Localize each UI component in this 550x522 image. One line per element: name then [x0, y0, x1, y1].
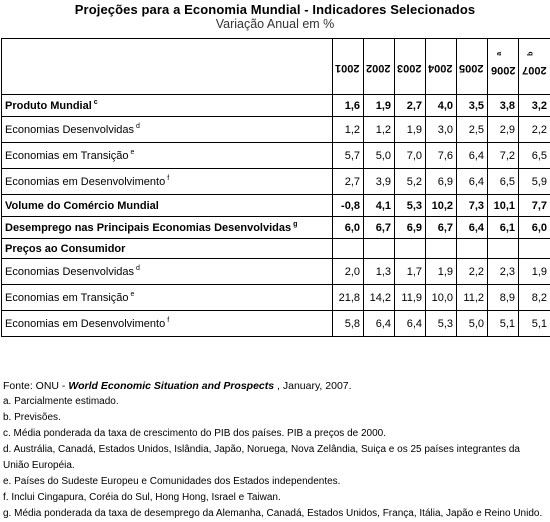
value-cell: 7,0 [395, 143, 426, 169]
value-cell: 5,7 [333, 143, 364, 169]
value-cell: 6,4 [457, 169, 488, 195]
value-cell: 2,0 [333, 259, 364, 285]
row-label: Economias em Desenvolvimento $^f$ [2, 169, 333, 195]
empty-cell [519, 239, 550, 259]
value-cell: 8,9 [488, 285, 519, 311]
value-cell: 6,9 [395, 217, 426, 239]
footnote: g. Média ponderada da taxa de desemprego da Alemanha, Canadá, Estados Unidos, França, Itália, Japão e Reino Unido. [3, 506, 548, 522]
value-cell: 3,5 [457, 95, 488, 117]
footnotes [3, 378, 548, 522]
value-cell: 5,1 [519, 311, 550, 337]
table-row [2, 169, 550, 195]
value-cell: 2,5 [457, 117, 488, 143]
table-row [2, 217, 550, 239]
value-cell: 14,2 [364, 285, 395, 311]
value-cell: 2,7 [395, 95, 426, 117]
section-header-row [2, 239, 550, 259]
value-cell: 11,2 [457, 285, 488, 311]
value-cell: 4,1 [364, 195, 395, 217]
value-cell: 7,7 [519, 195, 550, 217]
table-row [2, 143, 550, 169]
year-header: 2006$^a$ [488, 39, 519, 95]
value-cell: 5,1 [488, 311, 519, 337]
table-row [2, 195, 550, 217]
value-cell: 1,9 [519, 259, 550, 285]
table-row [2, 311, 550, 337]
footnote: b. Previsões. [3, 410, 548, 426]
section-label: Preços ao Consumidor [2, 239, 333, 259]
header-blank-cell [2, 39, 333, 95]
value-cell: 1,9 [364, 95, 395, 117]
value-cell: 4,0 [426, 95, 457, 117]
value-cell: 6,4 [395, 311, 426, 337]
value-cell: 5,2 [395, 169, 426, 195]
year-header: 2001 [333, 39, 364, 95]
value-cell: 7,3 [457, 195, 488, 217]
value-cell: 5,0 [364, 143, 395, 169]
empty-cell [364, 239, 395, 259]
year-header-row [2, 39, 550, 95]
value-cell: 10,1 [488, 195, 519, 217]
value-cell: 6,0 [333, 217, 364, 239]
value-cell: 8,2 [519, 285, 550, 311]
value-cell: 7,2 [488, 143, 519, 169]
year-header: 2005 [457, 39, 488, 95]
page-title: Projeções para a Economia Mundial - Indicadores Selecionados [0, 2, 550, 17]
value-cell: 6,7 [364, 217, 395, 239]
value-cell: 1,2 [364, 117, 395, 143]
publication-title: World Economic Situation and Prospects [68, 380, 274, 392]
table-row [2, 117, 550, 143]
value-cell: 3,9 [364, 169, 395, 195]
value-cell: 1,7 [395, 259, 426, 285]
value-cell: 6,5 [488, 169, 519, 195]
value-cell: -0,8 [333, 195, 364, 217]
footnote: e. Países do Sudeste Europeu e Comunidades dos Estados independentes. [3, 474, 548, 490]
value-cell: 6,9 [426, 169, 457, 195]
value-cell: 6,4 [457, 143, 488, 169]
source-line: Fonte: ONU - World Economic Situation and Prospects , January, 2007. [3, 378, 548, 394]
value-cell: 5,9 [519, 169, 550, 195]
page-subtitle: Variação Anual em % [0, 17, 550, 31]
value-cell: 6,5 [519, 143, 550, 169]
year-header: 2003 [395, 39, 426, 95]
value-cell: 3,8 [488, 95, 519, 117]
year-header: 2007$^b$ [519, 39, 550, 95]
row-label: Volume do Comércio Mundial [2, 195, 333, 217]
row-label: Desemprego nas Principais Economias Desenvolvidas $^g$ [2, 217, 333, 239]
empty-cell [426, 239, 457, 259]
year-header: 2002 [364, 39, 395, 95]
row-label: Economias em Transição $^e$ [2, 143, 333, 169]
footnote: f. Inclui Cingapura, Coréia do Sul, Hong Hong, Israel e Taiwan. [3, 490, 548, 506]
value-cell: 7,6 [426, 143, 457, 169]
empty-cell [333, 239, 364, 259]
value-cell: 2,2 [457, 259, 488, 285]
value-cell: 2,9 [488, 117, 519, 143]
value-cell: 1,6 [333, 95, 364, 117]
value-cell: 5,3 [426, 311, 457, 337]
value-cell: 3,2 [519, 95, 550, 117]
value-cell: 2,3 [488, 259, 519, 285]
year-header: 2004 [426, 39, 457, 95]
empty-cell [488, 239, 519, 259]
footnote: a. Parcialmente estimado. [3, 394, 548, 410]
row-label: Economias em Transição $^e$ [2, 285, 333, 311]
empty-cell [457, 239, 488, 259]
value-cell: 2,2 [519, 117, 550, 143]
row-label: Economias Desenvolvidas $^d$ [2, 259, 333, 285]
footnote: c. Média ponderada da taxa de crescimento do PIB dos países. PIB a preços de 2000. [3, 426, 548, 442]
footnote: d. Austrália, Canadá, Estados Unidos, Islândia, Japão, Noruega, Nova Zelândia, Suiça e os 25 países integrantes da União Européia. [3, 442, 548, 474]
value-cell: 6,4 [364, 311, 395, 337]
table-row [2, 285, 550, 311]
value-cell: 6,0 [519, 217, 550, 239]
row-label: Economias Desenvolvidas $^d$ [2, 117, 333, 143]
table-row [2, 95, 550, 117]
value-cell: 1,3 [364, 259, 395, 285]
value-cell: 6,4 [457, 217, 488, 239]
value-cell: 6,7 [426, 217, 457, 239]
row-label: Produto Mundial $^c$ [2, 95, 333, 117]
value-cell: 5,0 [457, 311, 488, 337]
empty-cell [395, 239, 426, 259]
value-cell: 2,7 [333, 169, 364, 195]
value-cell: 11,9 [395, 285, 426, 311]
value-cell: 5,8 [333, 311, 364, 337]
value-cell: 21,8 [333, 285, 364, 311]
indicators-table [1, 38, 550, 337]
value-cell: 10,0 [426, 285, 457, 311]
value-cell: 10,2 [426, 195, 457, 217]
value-cell: 1,9 [395, 117, 426, 143]
value-cell: 5,3 [395, 195, 426, 217]
value-cell: 1,2 [333, 117, 364, 143]
value-cell: 6,1 [488, 217, 519, 239]
row-label: Economias em Desenvolvimento $^f$ [2, 311, 333, 337]
value-cell: 1,9 [426, 259, 457, 285]
table-row [2, 259, 550, 285]
value-cell: 3,0 [426, 117, 457, 143]
